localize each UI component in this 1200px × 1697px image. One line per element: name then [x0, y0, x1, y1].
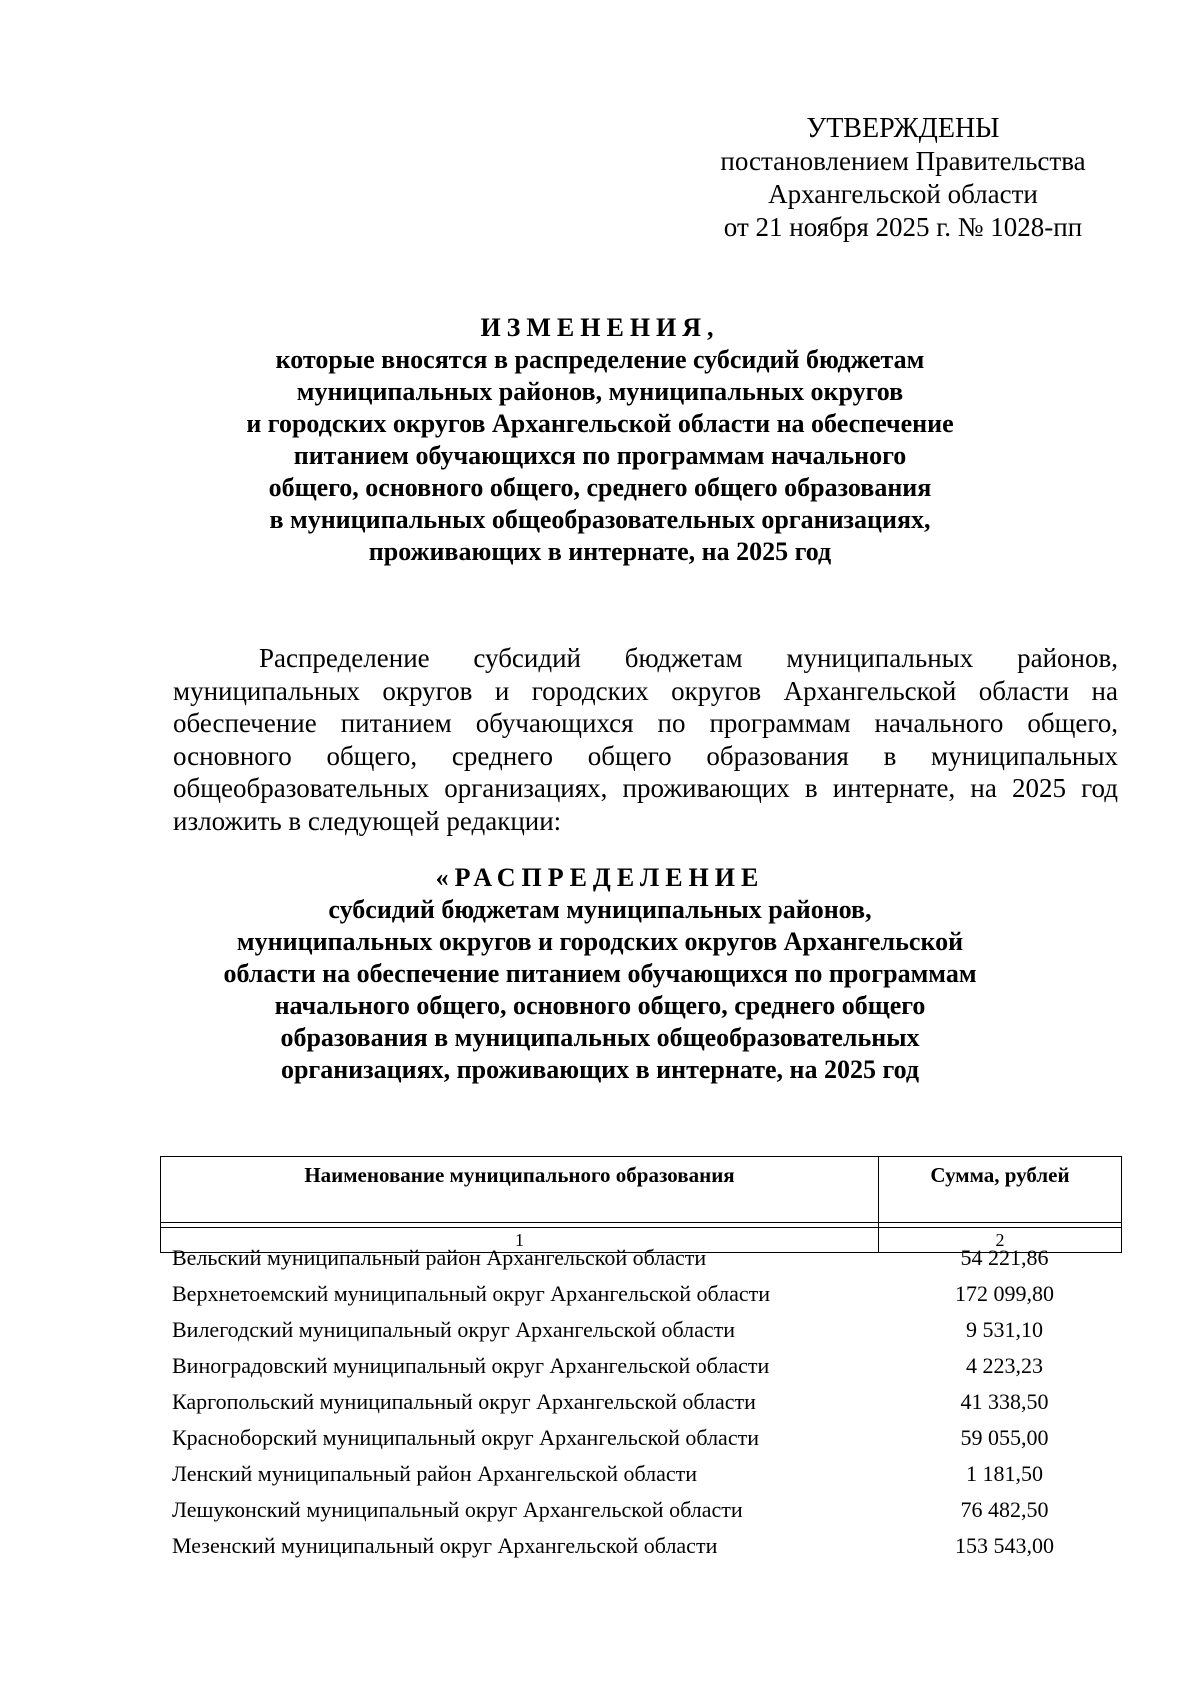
municipality-name: Вельский муниципальный район Архангельской области — [172, 1245, 707, 1270]
municipality-name: Красноборский муниципальный округ Архангельской области — [172, 1425, 759, 1450]
municipality-name: Каргопольский муниципальный округ Архангельской области — [172, 1389, 756, 1414]
subsidy-sum: 172 099,80 — [955, 1281, 1054, 1306]
column-header-name: Наименование муниципального образования — [161, 1157, 879, 1223]
approval-line: Архангельской области — [768, 179, 1038, 209]
subsidy-sum: 41 338,50 — [960, 1389, 1049, 1414]
table-row — [160, 1528, 1122, 1564]
table-row — [160, 1492, 1122, 1528]
approval-line: постановлением Правительства — [720, 146, 1086, 176]
municipality-name: Лешуконский муниципальный округ Архангельской области — [172, 1497, 743, 1522]
table-row — [160, 1276, 1122, 1312]
subsidy-sum: 153 543,00 — [955, 1533, 1054, 1558]
subsidy-sum: 1 181,50 — [966, 1461, 1043, 1486]
approval-title: УТВЕРЖДЕНЫ — [806, 113, 1000, 144]
subsidy-sum: 9 531,10 — [966, 1317, 1043, 1342]
table-row — [160, 1420, 1122, 1456]
distribution-title-line: субсидий бюджетам муниципальных районов, — [328, 895, 872, 924]
column-header-sum: Сумма, рублей — [879, 1157, 1122, 1223]
changes-title-line: в муниципальных общеобразовательных организациях, — [269, 505, 931, 534]
table-body — [160, 1240, 1122, 1564]
distribution-title-line: области на обеспечение питанием обучающихся по программам — [223, 959, 977, 988]
distribution-title-line: начального общего, основного общего, среднего общего — [274, 991, 926, 1020]
table-row — [160, 1348, 1122, 1384]
municipality-name: Ленский муниципальный район Архангельской области — [172, 1461, 698, 1486]
changes-title-line: которые вносятся в распределение субсидий бюджетам — [275, 345, 925, 374]
changes-title-line: и городских округов Архангельской области на обеспечение — [246, 409, 954, 438]
column-number: 1 — [161, 1228, 879, 1253]
body-paragraph: Распределение субсидий бюджетам муниципальных районов, муниципальных округов и городских округов Архангельской области на обеспечение питанием обучающихся по программам начального общего, основного общего, среднего общего образования в муниципальных общеобразовательных организациях, проживающих в интернате, на 2025 год изложить в следующей редакции: — [173, 643, 1118, 836]
municipality-name: Мезенский муниципальный округ Архангельской области — [172, 1533, 718, 1558]
changes-title-line: питанием обучающихся по программам начального — [293, 441, 907, 470]
distribution-title-line: организациях, проживающих в интернате, на 2025 год — [280, 1055, 920, 1084]
distribution-title-line: муниципальных округов и городских округов Архангельской — [236, 927, 964, 956]
changes-heading: ИЗМЕНЕНИЯ, — [480, 313, 720, 342]
column-number: 2 — [879, 1228, 1122, 1253]
approval-block — [688, 112, 1118, 244]
changes-title-line: проживающих в интернате, на 2025 год — [368, 537, 832, 566]
subsidy-sum: 76 482,50 — [960, 1497, 1049, 1522]
changes-title — [160, 312, 1040, 568]
table-row — [160, 1456, 1122, 1492]
subsidy-sum: 59 055,00 — [960, 1425, 1049, 1450]
municipality-name: Верхнетоемский муниципальный округ Архангельской области — [172, 1281, 771, 1306]
table-row — [160, 1240, 1122, 1276]
approval-date: от 21 ноября 2025 г. № 1028-пп — [723, 212, 1083, 242]
table-header — [160, 1156, 1122, 1253]
distribution-heading: «РАСПРЕДЕЛЕНИЕ — [435, 863, 765, 892]
table-row — [160, 1384, 1122, 1420]
subsidy-sum: 54 221,86 — [960, 1245, 1049, 1270]
changes-title-line: муниципальных районов, муниципальных округов — [296, 377, 904, 406]
distribution-title — [160, 862, 1040, 1086]
table-header-row — [161, 1157, 1122, 1223]
distribution-title-line: образования в муниципальных общеобразовательных — [280, 1023, 920, 1052]
changes-title-line: общего, основного общего, среднего общего образования — [268, 473, 932, 502]
municipality-name: Виноградовский муниципальный округ Архангельской области — [172, 1353, 770, 1378]
municipality-name: Вилегодский муниципальный округ Архангельской области — [172, 1317, 736, 1342]
table-row — [160, 1312, 1122, 1348]
subsidy-sum: 4 223,23 — [966, 1353, 1043, 1378]
